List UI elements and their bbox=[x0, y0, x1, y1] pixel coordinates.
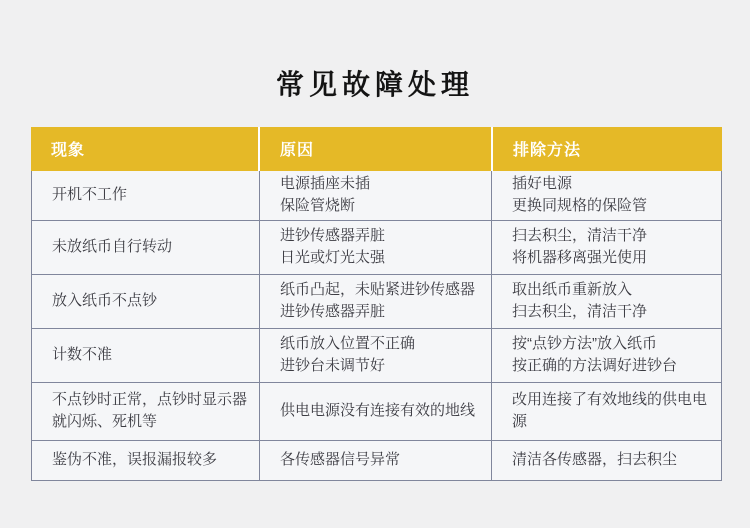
cell-line: 进钞传感器弄脏 bbox=[280, 227, 386, 245]
table-header-row bbox=[31, 127, 722, 171]
table-body bbox=[31, 171, 722, 481]
cell-solution bbox=[492, 441, 721, 480]
cell-phenomenon bbox=[32, 171, 260, 220]
cell-phenomenon bbox=[32, 383, 260, 440]
cell-line: 按正确的方法调好进钞台 bbox=[512, 357, 678, 375]
cell-line: 取出纸币重新放入 bbox=[512, 281, 633, 299]
cell-line: 纸币凸起，未贴紧进钞传感器进钞传感器弄脏 bbox=[280, 281, 476, 321]
cell-solution bbox=[492, 329, 721, 382]
cell-line: 扫去积尘，清洁干净 bbox=[512, 227, 648, 245]
cell-line: 扫去积尘，清洁干净 bbox=[512, 303, 648, 321]
cell-solution bbox=[492, 383, 721, 440]
cell-cause bbox=[260, 441, 492, 480]
header-cell-solution: 排除方法 bbox=[493, 127, 722, 171]
table-row bbox=[32, 383, 721, 441]
cell-line: 进钞台未调节好 bbox=[280, 357, 386, 375]
table-row bbox=[32, 441, 721, 480]
page-title: 常见故障处理 bbox=[275, 68, 474, 100]
fault-table bbox=[31, 127, 722, 481]
cell-line: 供电电源没有连接有效的地线 bbox=[280, 402, 476, 420]
cell-line: 改用连接了有效地线的供电电源 bbox=[512, 391, 708, 431]
cell-phenomenon bbox=[32, 275, 260, 328]
cell-line: 计数不准 bbox=[52, 346, 113, 364]
table-row bbox=[32, 221, 721, 275]
cell-phenomenon bbox=[32, 441, 260, 480]
cell-line: 未放纸币自行转动 bbox=[52, 238, 173, 256]
cell-line: 将机器移离强光使用 bbox=[512, 249, 648, 267]
cell-line: 开机不工作 bbox=[52, 186, 128, 204]
cell-solution bbox=[492, 275, 721, 328]
cell-phenomenon bbox=[32, 329, 260, 382]
cell-line: 鉴伪不准，误报漏报较多 bbox=[52, 451, 218, 469]
cell-solution bbox=[492, 171, 721, 220]
cell-cause bbox=[260, 383, 492, 440]
cell-line: 保险管烧断 bbox=[280, 197, 356, 215]
cell-line: 更换同规格的保险管 bbox=[512, 197, 648, 215]
cell-cause bbox=[260, 329, 492, 382]
cell-cause bbox=[260, 275, 492, 328]
cell-line: 电源插座未插 bbox=[280, 175, 371, 193]
cell-cause bbox=[260, 221, 492, 274]
cell-line: 清洁各传感器，扫去积尘 bbox=[512, 451, 678, 469]
header-cell-cause: 原因 bbox=[260, 127, 491, 171]
cell-line: 纸币放入位置不正确 bbox=[280, 335, 416, 353]
cell-line: 插好电源 bbox=[512, 175, 573, 193]
cell-line: 不点钞时正常，点钞时显示器就闪烁、死机等 bbox=[52, 391, 248, 431]
cell-phenomenon bbox=[32, 221, 260, 274]
cell-line: 按“点钞方法”放入纸币 bbox=[512, 335, 657, 353]
cell-line: 各传感器信号异常 bbox=[280, 451, 401, 469]
table-row bbox=[32, 329, 721, 383]
cell-cause bbox=[260, 171, 492, 220]
header-cell-phenomenon: 现象 bbox=[31, 127, 258, 171]
table-row bbox=[32, 171, 721, 221]
table-row bbox=[32, 275, 721, 329]
cell-line: 日光或灯光太强 bbox=[280, 249, 386, 267]
cell-solution bbox=[492, 221, 721, 274]
cell-line: 放入纸币不点钞 bbox=[52, 292, 158, 310]
